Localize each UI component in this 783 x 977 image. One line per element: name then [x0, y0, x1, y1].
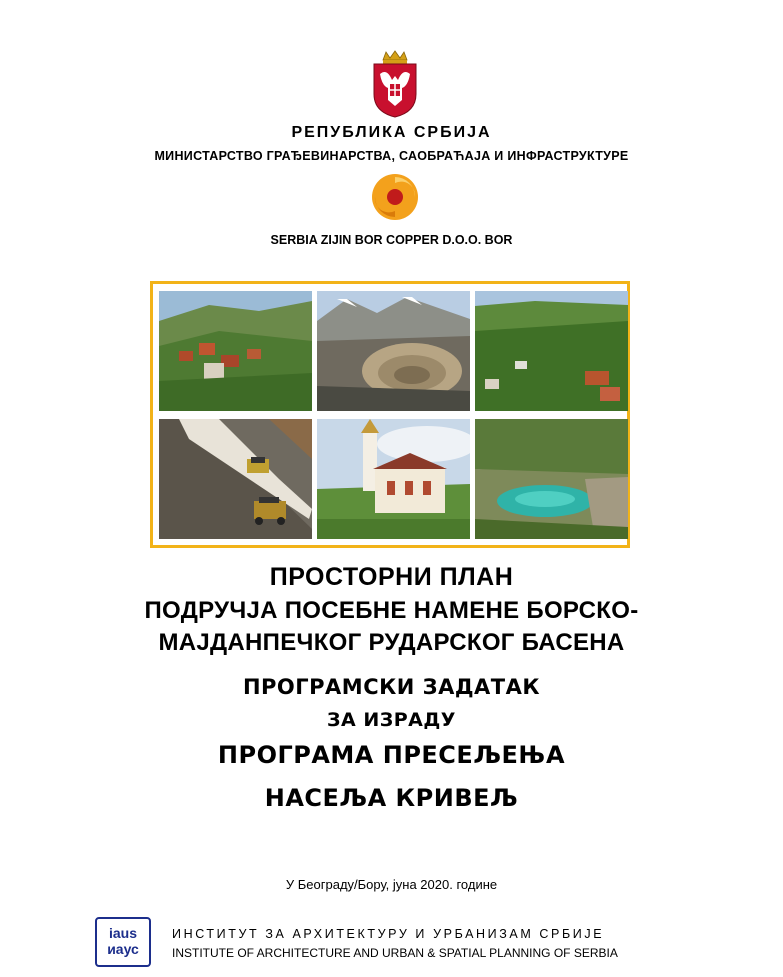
iaus-logo-cyrillic: иаус [107, 941, 139, 957]
subtitle-line-4: НАСЕЉА КРИВЕЉ [264, 784, 519, 812]
photo-collage [150, 281, 630, 548]
title-line-1: ПРОСТОРНИ ПЛАН [269, 563, 514, 591]
mining-trucks-photo [159, 419, 312, 539]
village-hillside-photo [159, 291, 312, 411]
serbian-coat-of-arms-icon [372, 50, 418, 118]
iaus-logo-icon [95, 917, 151, 967]
header-ministry: МИНИСТАРСТВО ГРАЂЕВИНАРСТВА, САОБРАЋАЈА И ИНФРАСТРУКТУРЕ [154, 149, 629, 163]
forested-village-photo [475, 291, 628, 411]
subtitle-line-3: ПРОГРАМА ПРЕСЕЉЕЊА [217, 741, 566, 769]
institute-name-cyrillic: ИНСТИТУТ ЗА АРХИТЕКТУРУ И УРБАНИЗАМ СРБИЈЕ [172, 927, 605, 941]
title-line-3: МАЈДАНПЕЧКОГ РУДАРСКОГ БАСЕНА [158, 629, 625, 656]
church-photo [317, 419, 470, 539]
subtitle-line-1: ПРОГРАМСКИ ЗАДАТАК [242, 675, 541, 699]
subtitle-line-2: ЗА ИЗРАДУ [327, 709, 456, 731]
turquoise-lake-photo [475, 419, 628, 539]
open-pit-mine-photo [317, 291, 470, 411]
title-line-2: ПОДРУЧЈА ПОСЕБНЕ НАМЕНЕ БОРСКО- [144, 597, 639, 624]
iaus-logo-latin: iaus [108, 925, 137, 941]
header-republic: РЕПУБЛИКА СРБИЈА [291, 124, 492, 141]
header-company: SERBIA ZIJIN BOR COPPER D.O.O. BOR [270, 233, 513, 247]
zijin-logo-icon [371, 173, 419, 221]
institute-name-english: INSTITUTE OF ARCHITECTURE AND URBAN & SPATIAL PLANNING OF SERBIA [172, 946, 618, 960]
dateline: У Београду/Бору, јуна 2020. године [285, 877, 498, 892]
